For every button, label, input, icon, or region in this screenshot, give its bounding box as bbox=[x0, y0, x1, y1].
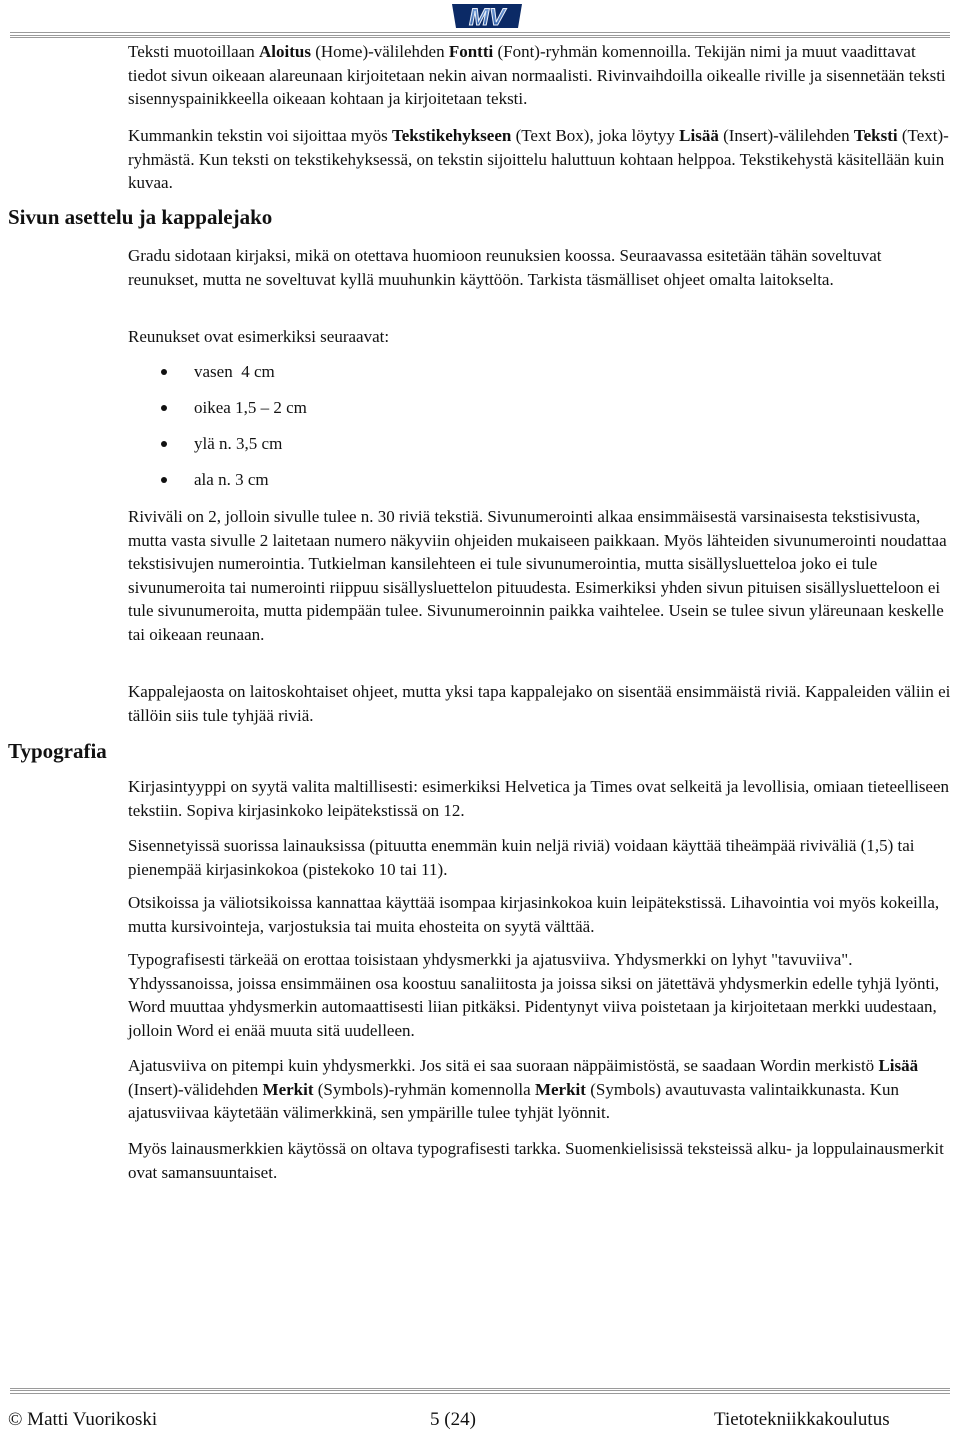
section2-paragraph-4 bbox=[128, 948, 956, 1042]
margins-intro-text: Gradu sidotaan kirjaksi, mikä on otettava huomioon reunuksien koossa. Seuraavassa esitetään tähän soveltuvat reunukset, mutta ne soveltuvat kyllä muuhunkin käyttöön. Tarkista täsmälliset ohjeet omalta laitokselta. bbox=[128, 246, 882, 289]
section2-paragraph-5 bbox=[128, 1054, 956, 1125]
intro-section bbox=[128, 40, 956, 111]
section1-paragraph-3 bbox=[128, 505, 956, 646]
section2-paragraph-1 bbox=[128, 775, 956, 822]
section-heading-typography: Typografia bbox=[8, 739, 107, 763]
bullet-icon bbox=[161, 441, 167, 447]
intro-paragraph-1: Teksti muotoillaan Aloitus (Home)-välilehden Fontti (Font)-ryhmän komennoilla. Tekijän nimi ja muut vaadittavat tiedot sivun oikeaan alareunaan kirjoitetaan nekin aivan normaalisti. Rivinvaihdoilla oikealle riville ja sisennetään teksti sisennyspainikkeella oikeaan kohtaan ja kirjoitetaan teksti. bbox=[128, 42, 946, 108]
intro-section-2 bbox=[128, 124, 956, 195]
header-rule bbox=[10, 32, 950, 38]
section2-paragraph-3 bbox=[128, 891, 956, 938]
quotation-marks-text: Myös lainausmerkkien käytössä on oltava typografisesti tarkka. Suomenkielisissä teksteissä alku- ja loppulainausmerkit ovat samansuuntaiset. bbox=[128, 1139, 944, 1182]
list-item: ylä n. 3,5 cm bbox=[128, 432, 956, 468]
intro-paragraph-2: Kummankin tekstin voi sijoittaa myös Tekstikehykseen (Text Box), joka löytyy Lisää (Insert)-välilehden Teksti (Text)-ryhmästä. Kun teksti on tekstikehyksessä, on tekstin sijoittelu haluttuun kohtaan helppoa. Tekstikehystä käsitellään kuin kuvaa. bbox=[128, 126, 949, 192]
svg-text:MV: MV bbox=[469, 4, 505, 31]
headings-text: Otsikoissa ja väliotsikoissa kannattaa käyttää isompaa kirjasinkokoa kuin leipätekstissä. Lihavointia voi myös kokeilla, mutta kursivointeja, varjostuksia tai muita ehosteita on syytä välttää. bbox=[128, 893, 940, 936]
list-item: ala n. 3 cm bbox=[128, 468, 956, 504]
page-numbering-text: Riviväli on 2, jolloin sivulle tulee n. 30 riviä tekstiä. Sivunumerointi alkaa ensimmäisestä varsinaisesta tekstisivusta, mutta vasta sivulle 2 laitetaan numero näkyviin ohjeiden mukaiseen paikkaan. Myös lähteiden sivunumerointi noudattaa tekstisivujen numerointia. Tutkielman kansilehteen ei tule sivunumerointia, mutta sisällysluetteloa joko ei tule sivunumeroita tai numerointi riippuu sisällysluettelon pituudesta. Esimerkiksi yhden sivun pituisen sisällysluetteloon ei tule sivunumeroita, mutta pidempään tulee. Sivunumeroinnin paikka vaihtelee. Usein se tulee sivun yläreunaan keskelle tai oikeaan reunaan. bbox=[128, 507, 947, 644]
quotation-spacing-text: Sisennetyissä suorissa lainauksissa (pituutta enemmän kuin neljä riviä) voidaan käyttää tiheämpää riviväliä (1,5) tai pienempää kirjasinkokoa (pistekoko 10 tai 11). bbox=[128, 836, 915, 879]
section-heading-layout: Sivun asettelu ja kappalejako bbox=[8, 205, 273, 229]
bullet-icon bbox=[161, 405, 167, 411]
bullet-icon bbox=[161, 369, 167, 375]
footer-rule bbox=[10, 1388, 950, 1394]
footer-page-number: 5 (24) bbox=[430, 1409, 476, 1430]
mv-logo bbox=[448, 0, 526, 32]
footer-author: © Matti Vuorikoski bbox=[8, 1409, 158, 1430]
dash-text: Ajatusviiva on pitempi kuin yhdysmerkki. Jos sitä ei saa suoraan näppäimistöstä, se saadaan Wordin merkistö Lisää (Insert)-välidehden Merkit (Symbols)-ryhmän komennolla Merkit (Symbols) avautuvasta valintaikkunasta. Kun ajatusviivaa käytetään välimerkkinä, sen ympärille tulee tyhjät lyönnit. bbox=[128, 1056, 919, 1122]
footer-organization: Tietotekniikkakoulutus bbox=[714, 1409, 890, 1430]
section2-paragraph-6 bbox=[128, 1137, 956, 1184]
list-item: vasen 4 cm bbox=[128, 360, 956, 396]
list-item: oikea 1,5 – 2 cm bbox=[128, 396, 956, 432]
section1-paragraph-4 bbox=[128, 680, 956, 727]
margins-lead-text: Reunukset ovat esimerkiksi seuraavat: bbox=[128, 327, 390, 346]
hyphen-text: Typografisesti tärkeää on erottaa toisistaan yhdysmerkki ja ajatusviiva. Yhdysmerkki on lyhyt "tavuviiva". Yhdyssanoissa, joissa ensimmäinen osa koostuu sanaliitosta ja joissa siksi on jätettävä yhdysmerkin edelle tyhjä lyönti, Word muuttaa yhdysmerkin automaattisesti liian pitkäksi. Pidentynyt viiva poistetaan ja kirjoitetaan merkki uudestaan, jolloin Word ei enää muuta sitä uudelleen. bbox=[128, 950, 940, 1040]
bullet-icon bbox=[161, 477, 167, 483]
margins-list bbox=[128, 360, 956, 504]
section2-paragraph-2 bbox=[128, 834, 956, 881]
paragraph-division-text: Kappalejaosta on laitoskohtaiset ohjeet, mutta yksi tapa kappalejako on sisentää ensimmäistä riviä. Kappaleiden väliin ei tällöin siis tule tyhjää riviä. bbox=[128, 682, 951, 725]
font-choice-text: Kirjasintyyppi on syytä valita maltillisesti: esimerkiksi Helvetica ja Times ovat selkeitä ja levollisia, omiaan tieteelliseen tekstiin. Sopiva kirjasinkoko leipätekstissä on 12. bbox=[128, 777, 950, 820]
section1-paragraph-1 bbox=[128, 244, 956, 291]
section1-paragraph-2 bbox=[128, 325, 956, 349]
